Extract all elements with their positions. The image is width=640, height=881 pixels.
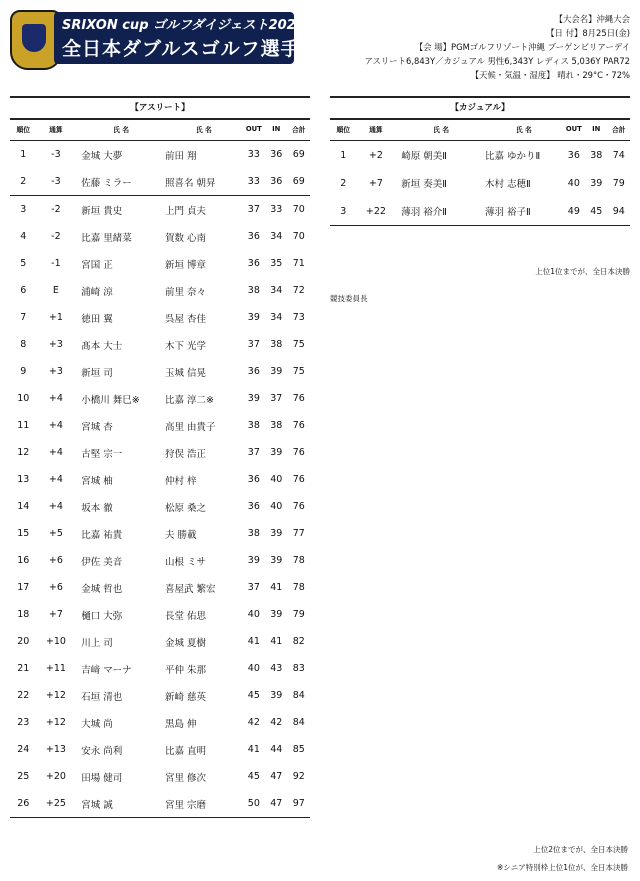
cell-player1: 宮城 誠 — [75, 790, 161, 818]
table-row — [330, 169, 630, 197]
cell-total: 75 — [292, 366, 305, 377]
column-header-out: OUT — [563, 118, 585, 141]
cell-total: 69 — [287, 168, 310, 196]
athlete-header-row — [10, 118, 310, 141]
cell-in: 34 — [270, 312, 283, 323]
cell-total: 79 — [292, 609, 305, 620]
table-row — [10, 223, 310, 250]
cell-total: 76 — [292, 420, 305, 431]
cell-player1: 川上 司 — [81, 637, 113, 649]
cell-out: 36 — [247, 501, 260, 512]
info-date: 【日 付】8月25日(金) — [546, 28, 630, 38]
cell-player1: 田場 健司 — [81, 772, 123, 784]
cell-out: 39 — [247, 312, 260, 323]
cell-player1: 坂本 徹 — [81, 502, 113, 514]
cell-rank: 5 — [20, 258, 27, 269]
cell-in: 47 — [265, 790, 287, 818]
cell-in: 39 — [270, 528, 283, 539]
column-header-player1: 氏 名 — [395, 118, 481, 141]
cell-out: 41 — [247, 744, 260, 755]
cell-player1: 薄羽 裕介Ⅱ — [395, 197, 481, 226]
logo-banner — [54, 12, 321, 64]
cell-rank: 7 — [20, 312, 27, 323]
column-header-in: IN — [265, 118, 287, 141]
cell-rank: 2 — [10, 168, 37, 196]
cell-in: 39 — [590, 177, 603, 189]
cell-total: 75 — [292, 339, 305, 350]
table-row — [10, 547, 310, 574]
cell-score: -2 — [51, 231, 61, 242]
cell-player2: 長堂 佑思 — [164, 610, 207, 622]
table-row — [330, 197, 630, 226]
cell-rank: 2 — [340, 177, 347, 189]
cell-score: -2 — [51, 204, 61, 215]
cell-player2: 上門 貞夫 — [164, 205, 207, 217]
cell-player1: 宮城 柚 — [81, 475, 113, 487]
cell-total: 76 — [292, 474, 305, 485]
table-row — [10, 196, 310, 224]
column-header-score: 通算 — [357, 118, 396, 141]
cell-out: 39 — [247, 555, 260, 566]
cell-in: 41 — [270, 582, 283, 593]
column-header-total: 合計 — [287, 118, 310, 141]
cell-rank: 18 — [17, 609, 30, 620]
cell-in: 33 — [270, 204, 283, 215]
cell-player2: 平仲 朱那 — [164, 664, 207, 676]
cell-out: 50 — [243, 790, 265, 818]
cell-in: 39 — [270, 366, 283, 377]
cell-out: 42 — [247, 717, 260, 728]
cell-rank: 22 — [17, 690, 30, 701]
cell-out: 38 — [247, 528, 260, 539]
cell-in: 39 — [270, 690, 283, 701]
cell-total: 76 — [292, 447, 305, 458]
cell-rank: 11 — [17, 420, 30, 431]
cell-out: 45 — [247, 771, 260, 782]
cell-player2: 宮里 修次 — [164, 772, 207, 784]
cell-rank: 12 — [17, 447, 30, 458]
cell-player2: 高里 由貴子 — [164, 421, 216, 433]
table-row — [330, 141, 630, 170]
cell-player1: 新垣 司 — [81, 367, 113, 379]
cell-player2: 前里 奈々 — [164, 286, 207, 298]
table-row — [10, 168, 310, 196]
cell-player1: 伊佐 美音 — [81, 556, 123, 568]
table-row — [10, 385, 310, 412]
cell-total: 83 — [292, 663, 305, 674]
cell-in: 37 — [270, 393, 283, 404]
cell-rank: 25 — [17, 771, 30, 782]
cell-in: 34 — [270, 231, 283, 242]
cell-total: 76 — [292, 501, 305, 512]
cell-out: 37 — [247, 204, 260, 215]
table-row — [10, 358, 310, 385]
cell-player2: 玉城 信晃 — [164, 367, 207, 379]
cell-total: 84 — [292, 690, 305, 701]
table-row — [10, 331, 310, 358]
info-yardage: アスリート6,843Y／カジュアル 男性6,343Y レディス 5,036Y PAR72 — [364, 56, 630, 66]
casual-results-table — [330, 118, 630, 226]
cell-score: E — [52, 285, 59, 296]
cell-player2: 照喜名 朝昇 — [161, 168, 243, 196]
athlete-heading: 【アスリート】 — [10, 96, 310, 120]
cell-out: 41 — [247, 636, 260, 647]
cell-rank: 3 — [330, 197, 357, 226]
casual-header-row — [330, 118, 630, 141]
cell-player1: 小橋川 舞巳※ — [81, 394, 140, 406]
athlete-qualify-note: 上位2位までが、全日本決勝 — [533, 845, 628, 854]
cell-out: 37 — [247, 339, 260, 350]
table-row — [10, 250, 310, 277]
cell-player2: 前田 翔 — [164, 150, 197, 162]
cell-total: 84 — [292, 717, 305, 728]
cell-player1: 石垣 清也 — [81, 691, 123, 703]
cell-in: 39 — [270, 447, 283, 458]
table-row — [10, 736, 310, 763]
cell-score: +12 — [45, 690, 66, 701]
cell-total: 82 — [292, 636, 305, 647]
cell-rank: 9 — [20, 366, 27, 377]
table-row — [10, 439, 310, 466]
cell-player2: 山根 ミサ — [164, 556, 207, 568]
cell-in: 36 — [265, 168, 287, 196]
cell-player2: 薄羽 裕子Ⅱ — [481, 197, 563, 226]
cell-total: 74 — [612, 149, 625, 161]
table-row — [10, 141, 310, 169]
table-row — [10, 277, 310, 304]
cell-player1: 新垣 貴史 — [81, 205, 123, 217]
cell-player1: 宮城 杏 — [81, 421, 113, 433]
cell-player1: 徳田 翼 — [81, 313, 113, 325]
cell-in: 42 — [270, 717, 283, 728]
cell-total: 73 — [292, 312, 305, 323]
cell-score: +20 — [45, 771, 66, 782]
cell-score: +4 — [48, 393, 63, 404]
info-venue: 【会 場】PGMゴルフリゾート沖縄 ブーゲンビリアーデイ — [414, 42, 630, 52]
cell-total: 79 — [612, 177, 625, 189]
cell-score: +11 — [45, 663, 66, 674]
column-header-rank: 順位 — [10, 118, 37, 141]
cell-out: 36 — [247, 231, 260, 242]
cell-score: +3 — [48, 339, 63, 350]
cell-out: 33 — [243, 168, 265, 196]
cell-player2: 新崎 慈英 — [164, 691, 207, 703]
cell-player2: 金城 夏樹 — [164, 637, 207, 649]
cell-player1: 金城 大夢 — [81, 150, 123, 162]
cell-player1: 崎原 朝美Ⅱ — [401, 151, 447, 162]
cell-out: 40 — [247, 609, 260, 620]
cell-player1: 新垣 奏美Ⅱ — [401, 179, 447, 190]
cell-total: 92 — [292, 771, 305, 782]
cell-total: 78 — [292, 555, 305, 566]
cell-player1: 古堅 宗一 — [81, 448, 123, 460]
cell-score: +25 — [37, 790, 76, 818]
cell-score: +3 — [48, 366, 63, 377]
cell-player2: 狩俣 浩正 — [164, 448, 207, 460]
event-info — [330, 12, 630, 82]
cell-score: +12 — [45, 717, 66, 728]
cell-out: 36 — [567, 149, 580, 161]
cell-total: 78 — [292, 582, 305, 593]
cell-rank: 26 — [10, 790, 37, 818]
cell-player2: 木村 志穂Ⅱ — [484, 179, 531, 190]
cell-player2: 仲村 梓 — [164, 475, 197, 487]
table-row — [10, 466, 310, 493]
column-header-in: IN — [585, 118, 607, 141]
cell-player2: 比嘉 直明 — [164, 745, 207, 757]
cell-player1: 髙本 大士 — [81, 340, 123, 352]
cell-rank: 10 — [17, 393, 30, 404]
cell-player2: 松原 桑之 — [164, 502, 207, 514]
cell-score: +4 — [48, 447, 63, 458]
cell-player2: 呉屋 杏佳 — [164, 313, 207, 325]
column-header-player2: 氏 名 — [481, 118, 563, 141]
cell-out: 40 — [247, 663, 260, 674]
cell-in: 44 — [270, 744, 283, 755]
cell-rank: 16 — [17, 555, 30, 566]
table-row — [10, 601, 310, 628]
table-row — [10, 520, 310, 547]
cell-score: +22 — [357, 197, 396, 226]
table-row — [10, 655, 310, 682]
cell-in: 38 — [270, 339, 283, 350]
casual-heading: 【カジュアル】 — [330, 96, 630, 120]
cell-player1: 吉﨑 マーナ — [81, 664, 132, 676]
cell-rank: 14 — [17, 501, 30, 512]
cell-in: 45 — [585, 197, 607, 226]
cell-player2: 黒島 伸 — [164, 718, 197, 730]
cell-in: 39 — [270, 609, 283, 620]
cell-score: -3 — [51, 149, 61, 160]
committee-label: 競技委員長 — [330, 294, 368, 303]
cell-score: +7 — [368, 177, 383, 189]
cell-in: 36 — [270, 149, 283, 160]
cell-rank: 17 — [17, 582, 30, 593]
cell-rank: 13 — [17, 474, 30, 485]
cell-score: -3 — [37, 168, 76, 196]
column-header-player2: 氏 名 — [161, 118, 243, 141]
cell-rank: 6 — [20, 285, 27, 296]
cell-player2: 喜屋武 繁宏 — [164, 583, 216, 595]
cell-in: 41 — [270, 636, 283, 647]
cell-total: 97 — [287, 790, 310, 818]
cell-in: 40 — [270, 474, 283, 485]
cell-total: 94 — [607, 197, 630, 226]
cell-out: 39 — [247, 393, 260, 404]
cell-out: 38 — [247, 420, 260, 431]
cell-player1: 金城 哲也 — [81, 583, 123, 595]
cell-total: 72 — [292, 285, 305, 296]
cell-player1: 樋口 大弥 — [81, 610, 123, 622]
cell-in: 38 — [270, 420, 283, 431]
table-row — [10, 763, 310, 790]
cell-player2: 比嘉 淳二※ — [164, 394, 214, 406]
cell-out: 45 — [247, 690, 260, 701]
event-title: 全日本ダブルスゴルフ選手権 — [62, 38, 321, 60]
event-logo — [8, 4, 321, 68]
cell-rank: 1 — [340, 149, 347, 161]
cell-rank: 1 — [20, 149, 27, 160]
cell-score: +13 — [45, 744, 66, 755]
cell-total: 70 — [292, 231, 305, 242]
cell-rank: 21 — [17, 663, 30, 674]
cell-out: 33 — [247, 149, 260, 160]
table-row — [10, 574, 310, 601]
cell-player2: 新垣 博章 — [164, 259, 207, 271]
cell-in: 34 — [270, 285, 283, 296]
cell-player1: 佐藤 ミラー — [75, 168, 161, 196]
table-row — [10, 790, 310, 818]
cell-out: 37 — [247, 447, 260, 458]
cell-rank: 4 — [20, 231, 27, 242]
cell-total: 85 — [292, 744, 305, 755]
cell-player1: 比嘉 祐貴 — [81, 529, 123, 541]
column-header-out: OUT — [243, 118, 265, 141]
cell-player2: 夫 勝載 — [164, 529, 197, 541]
cell-total: 69 — [292, 149, 305, 160]
cell-out: 38 — [247, 285, 260, 296]
cell-rank: 8 — [20, 339, 27, 350]
cell-in: 40 — [270, 501, 283, 512]
column-header-score: 通算 — [37, 118, 76, 141]
cell-score: +2 — [368, 149, 383, 161]
cell-score: +6 — [48, 582, 63, 593]
cell-player2: 賀数 心南 — [164, 232, 207, 244]
cell-total: 77 — [292, 528, 305, 539]
table-row — [10, 412, 310, 439]
athlete-results-table — [10, 118, 310, 818]
cell-rank: 3 — [20, 204, 27, 215]
cell-rank: 24 — [17, 744, 30, 755]
table-row — [10, 682, 310, 709]
cell-score: +4 — [48, 420, 63, 431]
cell-total: 71 — [292, 258, 305, 269]
cell-in: 35 — [270, 258, 283, 269]
cell-player2: 宮里 宗磨 — [161, 790, 243, 818]
column-header-player1: 氏 名 — [75, 118, 161, 141]
info-weather: 【天候・気温・湿度】 晴れ・29°C・72% — [470, 70, 630, 80]
cell-in: 38 — [590, 149, 603, 161]
cell-player2: 比嘉 ゆかりⅡ — [484, 151, 541, 162]
cell-player1: 宮国 正 — [81, 259, 113, 271]
table-row — [10, 493, 310, 520]
cell-score: +6 — [48, 555, 63, 566]
cell-player1: 大城 尚 — [81, 718, 113, 730]
cell-score: +5 — [48, 528, 63, 539]
cell-in: 39 — [270, 555, 283, 566]
senior-qualify-note: ※シニア特別枠上位1位が、全日本決勝 — [496, 863, 628, 872]
cell-in: 43 — [270, 663, 283, 674]
cell-out: 36 — [247, 258, 260, 269]
cell-rank: 20 — [17, 636, 30, 647]
column-header-total: 合計 — [607, 118, 630, 141]
cell-player1: 安永 尚利 — [81, 745, 123, 757]
casual-qualify-note: 上位1位までが、全日本決勝 — [535, 267, 630, 276]
brand-text: SRIXON cup ゴルフダイジェスト2020 — [62, 18, 305, 33]
cell-score: +4 — [48, 474, 63, 485]
cell-player1: 比嘉 里緒菜 — [81, 232, 132, 244]
cell-total: 70 — [292, 204, 305, 215]
cell-in: 47 — [270, 771, 283, 782]
cell-player1: 浦崎 涼 — [81, 286, 113, 298]
table-row — [10, 628, 310, 655]
cell-out: 49 — [563, 197, 585, 226]
cell-rank: 23 — [17, 717, 30, 728]
cell-score: +7 — [48, 609, 63, 620]
info-event-name: 【大会名】沖縄大会 — [554, 14, 630, 24]
cell-score: -1 — [51, 258, 61, 269]
table-row — [10, 709, 310, 736]
cell-score: +1 — [48, 312, 63, 323]
cell-out: 37 — [247, 582, 260, 593]
cell-out: 36 — [247, 366, 260, 377]
cell-score: +4 — [48, 501, 63, 512]
cell-total: 76 — [292, 393, 305, 404]
cell-out: 40 — [567, 177, 580, 189]
column-header-rank: 順位 — [330, 118, 357, 141]
cell-player2: 木下 光学 — [164, 340, 207, 352]
table-row — [10, 304, 310, 331]
cell-rank: 15 — [17, 528, 30, 539]
cell-out: 36 — [247, 474, 260, 485]
cell-score: +10 — [45, 636, 66, 647]
